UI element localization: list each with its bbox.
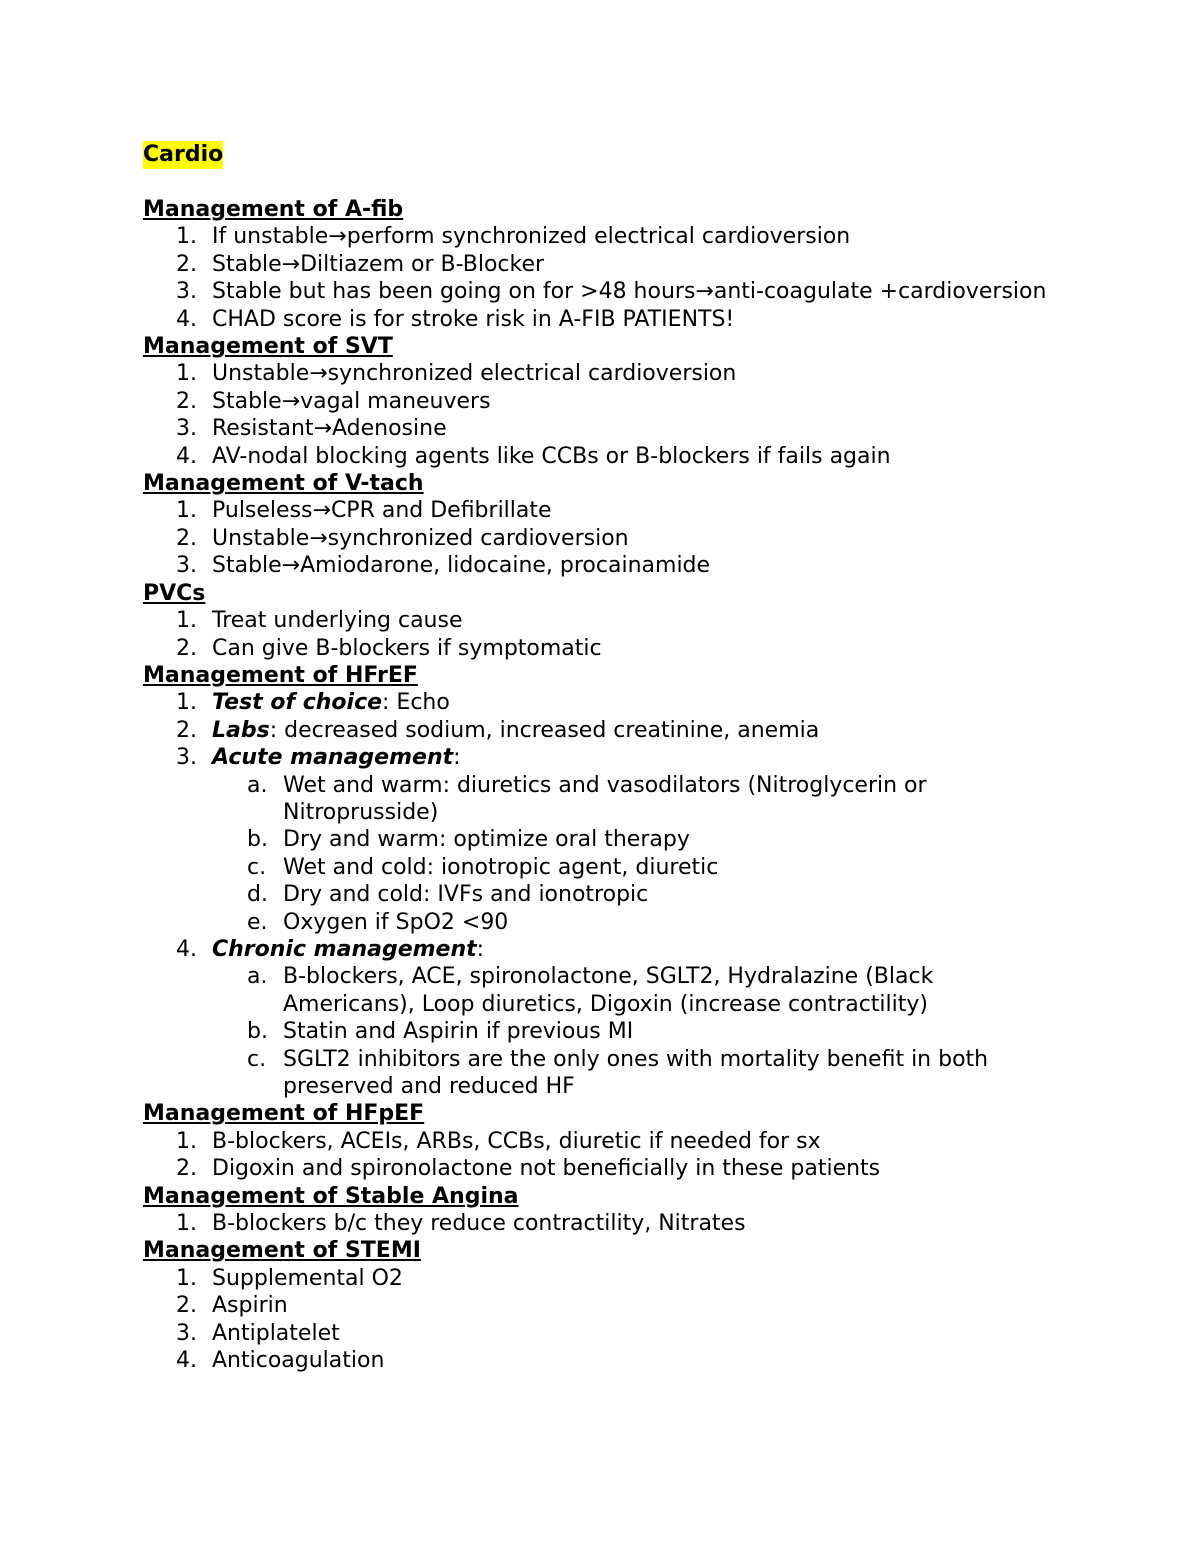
list-item: d. Dry and cold: IVFs and ionotropic	[247, 882, 649, 908]
section-heading-vtach: Management of V-tach	[143, 471, 424, 497]
list-item: 4. AV-nodal blocking agents like CCBs or B-blockers if fails again	[176, 443, 891, 469]
acute-management-list	[212, 772, 1063, 936]
list-item: 2. Labs: decreased sodium, increased creatinine, anemia	[176, 717, 820, 743]
section-heading-hfpef: Management of HFpEF	[143, 1101, 425, 1127]
list-item: c. Wet and cold: ionotropic agent, diuretic	[247, 854, 719, 880]
list-item: 4. Chronic management: a. B-blockers, ACE, spironolactone, SGLT2, Hydralazine (Black Americans), Loop diuretics, Digoxin (increase contractility) b. Statin and Aspirin if previous MI c. SGLT2 inhibitors are the only ones with mortality benefit in both preserved and reduced HF	[143, 936, 1063, 1100]
list-item: 2. Can give B-blockers if symptomatic	[176, 635, 602, 661]
list-item: b. Statin and Aspirin if previous MI	[247, 1019, 634, 1045]
list-item: 1. Pulseless→CPR and Defibrillate	[176, 498, 552, 524]
pvcs-list	[143, 607, 1063, 662]
list-item: 1. B-blockers, ACEIs, ARBs, CCBs, diuretic if needed for sx	[176, 1128, 821, 1154]
list-item: 3. Stable→Amiodarone, lidocaine, procainamide	[176, 553, 711, 579]
stable-angina-list	[143, 1210, 1063, 1237]
list-item: 4. Anticoagulation	[176, 1348, 385, 1374]
list-item: a. B-blockers, ACE, spironolactone, SGLT2, Hydralazine (Black Americans), Loop diuretics, Digoxin (increase contractility)	[247, 964, 934, 1017]
list-item: 4. CHAD score is for stroke risk in A-FIB PATIENTS!	[176, 306, 735, 332]
list-item: a. Wet and warm: diuretics and vasodilators (Nitroglycerin or Nitroprusside)	[247, 772, 927, 825]
document-page	[143, 141, 1063, 1374]
list-item: 1. B-blockers b/c they reduce contractility, Nitrates	[176, 1211, 746, 1237]
list-item: 2. Stable→Diltiazem or B-Blocker	[176, 251, 545, 277]
list-item: 1. If unstable→perform synchronized electrical cardioversion	[176, 224, 851, 250]
list-item: 2. Aspirin	[176, 1293, 288, 1319]
list-item: 1. Test of choice: Echo	[176, 690, 450, 716]
hfref-list	[143, 689, 1063, 1100]
list-item: 1. Unstable→synchronized electrical cardioversion	[176, 361, 737, 387]
section-heading-svt: Management of SVT	[143, 334, 393, 360]
document-title: Cardio	[143, 142, 224, 167]
list-item: c. SGLT2 inhibitors are the only ones with mortality benefit in both preserved and reduced HF	[247, 1046, 989, 1099]
section-heading-stable-angina: Management of Stable Angina	[143, 1183, 519, 1209]
list-item: 3. Antiplatelet	[176, 1320, 340, 1346]
svt-list	[143, 360, 1063, 470]
section-heading-pvcs: PVCs	[143, 580, 206, 606]
chronic-management-list	[212, 963, 1063, 1100]
list-item: 2. Digoxin and spironolactone not beneficially in these patients	[176, 1156, 881, 1182]
list-item: e. Oxygen if SpO2 <90	[247, 909, 509, 935]
list-item: 2. Unstable→synchronized cardioversion	[176, 525, 629, 551]
list-item: 1. Treat underlying cause	[176, 608, 463, 634]
section-heading-afib: Management of A-fib	[143, 197, 404, 222]
vtach-list	[143, 497, 1063, 579]
afib-list	[143, 223, 1063, 333]
list-item: 3. Stable but has been going on for >48 hours→anti-coagulate +cardioversion	[176, 279, 1047, 305]
list-item: 3. Acute management: a. Wet and warm: diuretics and vasodilators (Nitroglycerin or Nitroprusside) b. Dry and warm: optimize oral therapy c. Wet and cold: ionotropic agent, diuretic d. Dry and cold: IVFs and ionotropic e. Oxygen if SpO2 <90	[143, 744, 1063, 936]
list-item: 3. Resistant→Adenosine	[176, 416, 447, 442]
stemi-list	[143, 1265, 1063, 1375]
list-item: 2. Stable→vagal maneuvers	[176, 388, 491, 414]
list-item: b. Dry and warm: optimize oral therapy	[247, 827, 690, 853]
list-item: 1. Supplemental O2	[176, 1265, 403, 1291]
section-heading-stemi: Management of STEMI	[143, 1238, 421, 1264]
hfpef-list	[143, 1128, 1063, 1183]
section-heading-hfref: Management of HFrEF	[143, 662, 418, 688]
